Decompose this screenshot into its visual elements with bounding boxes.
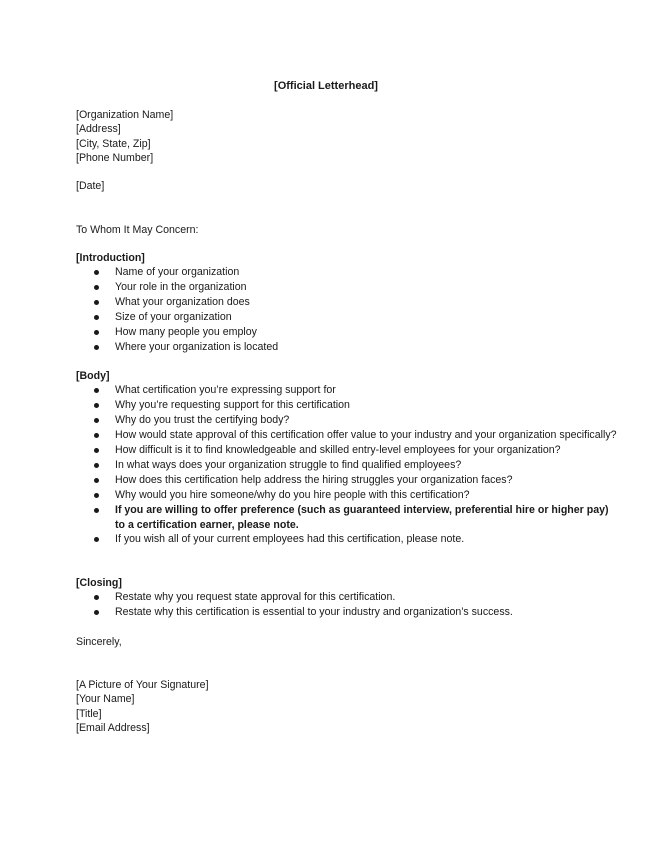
- list-item: In what ways does your organization struggle to find qualified employees?: [76, 458, 636, 473]
- your-name: [Your Name]: [76, 693, 135, 706]
- bullet-icon: [94, 478, 99, 483]
- list-item: Size of your organization: [76, 310, 636, 325]
- introduction-list: [76, 265, 636, 354]
- closing-section: [76, 576, 636, 620]
- introduction-heading: [Introduction]: [76, 252, 145, 264]
- list-item: How would state approval of this certification offer value to your industry and your organization specifically?: [76, 428, 620, 443]
- list-item: Why you’re requesting support for this certification: [76, 398, 636, 413]
- date-line: [Date]: [76, 180, 105, 192]
- list-item: Why do you trust the certifying body?: [76, 413, 636, 428]
- list-item: What your organization does: [76, 295, 636, 310]
- list-item: Name of your organization: [76, 265, 636, 280]
- sender-address-block: [76, 108, 636, 166]
- bullet-icon: [94, 537, 99, 542]
- closing-heading: [Closing]: [76, 577, 122, 589]
- bullet-icon: [94, 345, 99, 350]
- salutation: To Whom It May Concern:: [76, 224, 199, 236]
- bullet-icon: [94, 388, 99, 393]
- organization-name: [Organization Name]: [76, 109, 174, 121]
- email-address: [Email Address]: [76, 722, 150, 735]
- signature-picture: [A Picture of Your Signature]: [76, 679, 209, 691]
- letterhead-title: [Official Letterhead]: [274, 80, 378, 92]
- list-item: How does this certification help address the hiring struggles your organization faces?: [76, 473, 636, 488]
- list-item: Restate why this certification is essential to your industry and organization’s success.: [76, 605, 636, 620]
- sign-off: Sincerely,: [76, 636, 122, 648]
- bullet-icon: [94, 270, 99, 275]
- bullet-icon: [94, 418, 99, 423]
- bullet-icon: [94, 463, 99, 468]
- bullet-icon: [94, 330, 99, 335]
- bullet-icon: [94, 433, 99, 438]
- title: [Title]: [76, 707, 102, 720]
- signature-block: [76, 678, 636, 736]
- bullet-icon: [94, 493, 99, 498]
- bullet-icon: [94, 403, 99, 408]
- bullet-icon: [94, 315, 99, 320]
- bullet-icon: [94, 448, 99, 453]
- closing-list: [76, 590, 636, 620]
- bullet-icon: [94, 595, 99, 600]
- list-item: If you wish all of your current employees had this certification, please note.: [76, 532, 636, 547]
- list-item: Restate why you request state approval for this certification.: [76, 590, 636, 605]
- bullet-icon: [94, 285, 99, 290]
- list-item: How many people you employ: [76, 325, 636, 340]
- list-item: Where your organization is located: [76, 340, 636, 355]
- list-item: Your role in the organization: [76, 280, 636, 295]
- phone-number: [Phone Number]: [76, 152, 154, 165]
- list-item: If you are willing to offer preference (such as guaranteed interview, preferential hire or higher pay) to a certification earner, please note.: [76, 503, 620, 533]
- bullet-icon: [94, 508, 99, 513]
- city-state-zip: [City, State, Zip]: [76, 137, 151, 150]
- list-item: What certification you’re expressing support for: [76, 383, 636, 398]
- bullet-icon: [94, 610, 99, 615]
- body-list: [76, 383, 636, 547]
- body-heading: [Body]: [76, 370, 110, 382]
- introduction-section: [76, 251, 636, 355]
- bullet-icon: [94, 300, 99, 305]
- list-item: How difficult is it to find knowledgeable and skilled entry-level employees for your organization?: [76, 443, 636, 458]
- body-section: [76, 369, 636, 547]
- address-line: [Address]: [76, 123, 121, 136]
- list-item: Why would you hire someone/why do you hire people with this certification?: [76, 488, 636, 503]
